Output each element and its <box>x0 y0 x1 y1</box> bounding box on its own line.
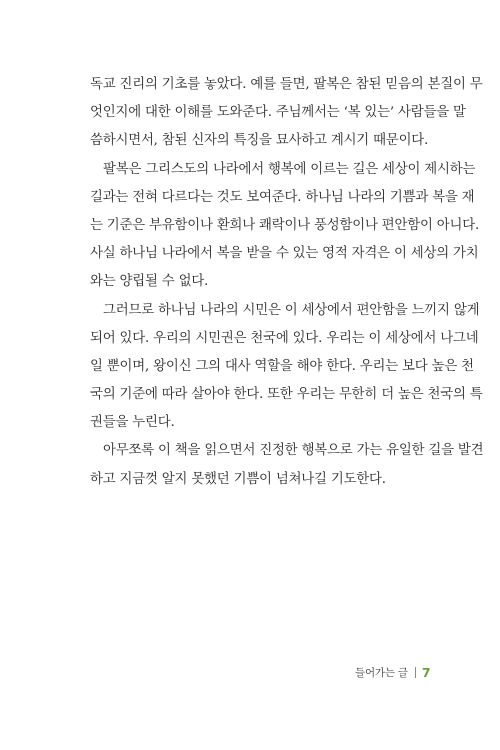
running-title: 들어가는 글 <box>355 667 408 679</box>
text-line: 독교 진리의 기초를 놓았다. 예를 들면, 팔복은 참된 믿음의 본질이 무 <box>90 77 483 92</box>
body-text <box>90 71 484 494</box>
text-line: 국의 기준에 따라 살아야 한다. 또한 우리는 무한히 더 높은 천국의 특 <box>90 387 483 403</box>
text-line: 팔복은 그리스도의 나라에서 행복에 이르는 길은 세상이 제시하는 <box>103 161 476 177</box>
text-line: 씀하시면서, 참된 신자의 특징을 묘사하고 계시기 때문이다. <box>90 133 429 149</box>
page-footer <box>355 665 431 680</box>
text-line: 길과는 전혀 다르다는 것도 보여준다. 하나님 나라의 기쁨과 복을 재 <box>90 189 475 205</box>
text-line: 엇인지에 대한 이해를 도와준다. 주님께서는 ‘복 있는’ 사람들을 말 <box>90 105 466 121</box>
text-line: 와는 양립될 수 없다. <box>90 274 209 290</box>
text-line: 사실 하나님 나라에서 복을 받을 수 있는 영적 자격은 이 세상의 가치 <box>90 246 479 262</box>
text-line: 는 기준은 부유함이나 환희나 쾌락이나 풍성함이나 편안함이 아니다. <box>90 217 480 233</box>
page-number: 7 <box>421 665 431 680</box>
text-line: 아무쪼록 이 책을 읽으면서 진정한 행복으로 가는 유일한 길을 발견 <box>103 443 484 459</box>
text-line: 그러므로 하나님 나라의 시민은 이 세상에서 편안함을 느끼지 않게 <box>103 302 480 318</box>
text-line: 권들을 누린다. <box>90 415 175 431</box>
text-line: 되어 있다. 우리의 시민권은 천국에 있다. 우리는 이 세상에서 나그네 <box>90 330 479 346</box>
footer-divider <box>415 667 416 678</box>
text-line: 하고 지금껏 알지 못했던 기쁨이 넘쳐나길 기도한다. <box>90 471 386 487</box>
text-line: 일 뿐이며, 왕이신 그의 대사 역할을 해야 한다. 우리는 보다 높은 천 <box>90 358 474 374</box>
